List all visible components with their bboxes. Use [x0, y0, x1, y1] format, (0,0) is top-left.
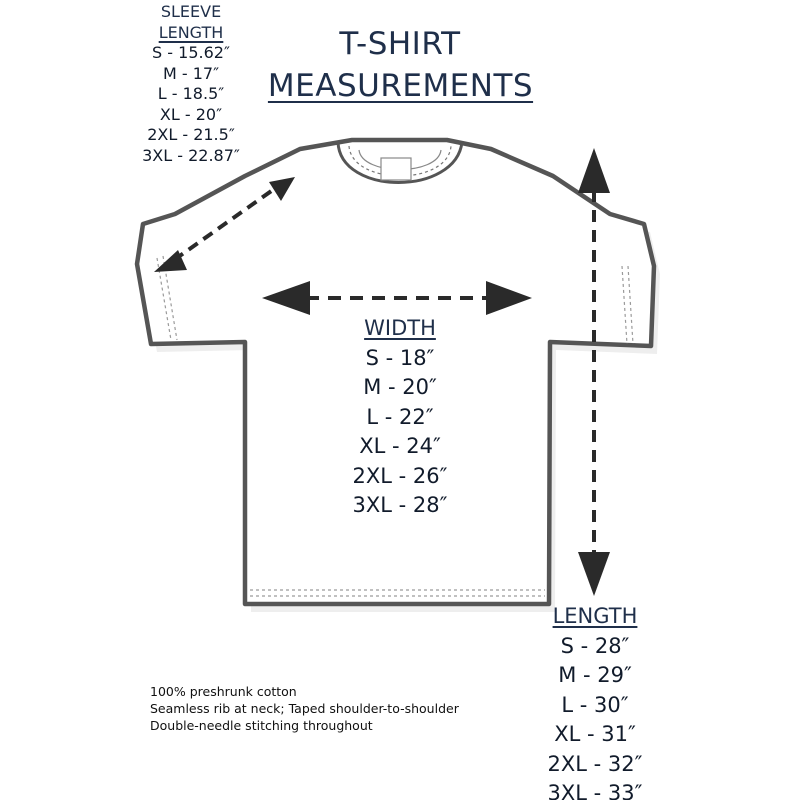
- page-subtitle: MEASUREMENTS: [267, 68, 534, 104]
- sleeve-heading-length: LENGTH: [158, 22, 224, 42]
- sleeve-heading: SLEEVE: [160, 2, 222, 21]
- sleeve-size-s: S - 15.62″: [152, 43, 230, 62]
- length-size-m: M - 29″: [558, 663, 632, 687]
- sleeve-size-m: M - 17″: [162, 63, 220, 83]
- width-size-xl: XL - 24″: [359, 434, 441, 458]
- note-cotton: 100% preshrunk cotton: [150, 684, 297, 699]
- width-size-3xl: 3XL - 28″: [352, 493, 448, 517]
- width-size-2xl: 2XL - 26″: [352, 463, 448, 488]
- sleeve-size-l: L - 18.5″: [157, 84, 225, 103]
- length-size-s: S - 28″: [560, 633, 630, 658]
- product-notes: [150, 683, 459, 734]
- neck-label: [381, 158, 411, 180]
- length-size-2xl: 2XL - 32″: [547, 751, 643, 776]
- width-size-s: S - 18″: [365, 345, 435, 370]
- sleeve-size-3xl: 3XL - 22.87″: [142, 145, 240, 165]
- length-list: [530, 602, 660, 800]
- sleeve-length-list: [126, 2, 256, 166]
- page-title: T-SHIRT: [339, 26, 461, 62]
- width-size-m: M - 20″: [363, 375, 437, 399]
- length-heading: LENGTH: [552, 604, 638, 628]
- note-rib: Seamless rib at neck; Taped shoulder-to-shoulder: [150, 701, 459, 716]
- length-size-3xl: 3XL - 33″: [547, 781, 643, 800]
- sleeve-size-xl: XL - 20″: [159, 104, 223, 124]
- length-size-l: L - 30″: [561, 692, 629, 717]
- width-heading: WIDTH: [364, 316, 436, 340]
- length-size-xl: XL - 31″: [554, 722, 636, 746]
- width-size-l: L - 22″: [366, 404, 434, 429]
- width-list: [330, 314, 470, 521]
- note-stitching: Double-needle stitching throughout: [150, 718, 373, 733]
- sleeve-size-2xl: 2XL - 21.5″: [147, 125, 235, 144]
